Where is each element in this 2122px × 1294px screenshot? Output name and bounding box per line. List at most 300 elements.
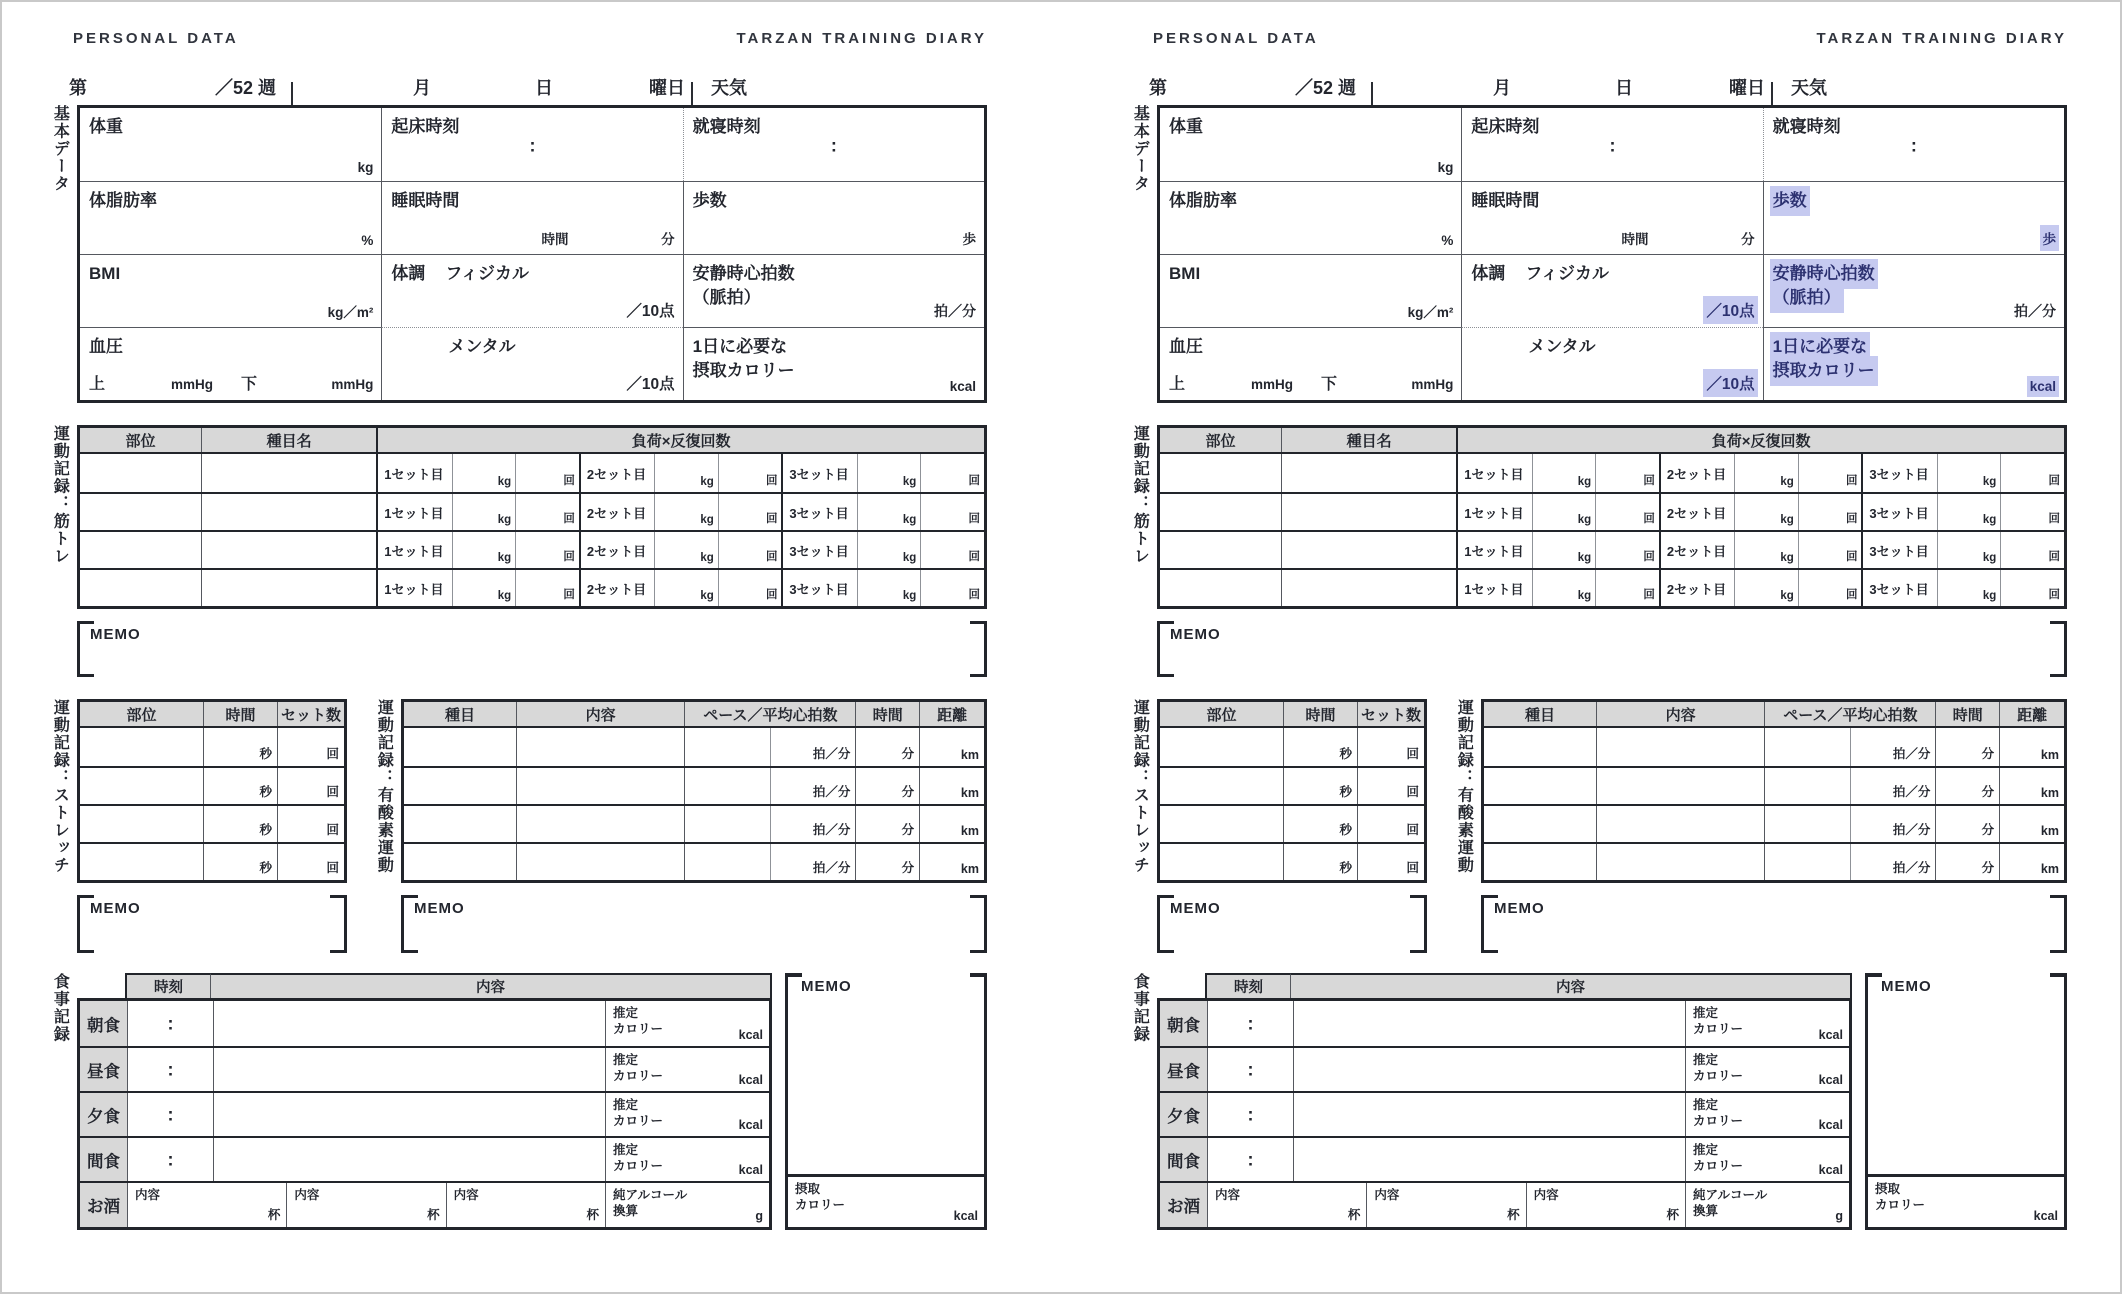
aerobic-row bbox=[404, 766, 984, 804]
bp-lower-unit: mmHg bbox=[1411, 377, 1454, 392]
sets-unit: 回 bbox=[326, 785, 339, 799]
reps-unit: 回 bbox=[1643, 475, 1655, 487]
intake-calorie-box bbox=[785, 1174, 987, 1230]
muscle-row bbox=[1160, 530, 2064, 568]
wake-time-cell bbox=[381, 108, 682, 181]
muscle-exercise-cell bbox=[1282, 454, 1458, 492]
estimated-label-line1: 推定 bbox=[1693, 1006, 1719, 1020]
set-weight-cell bbox=[858, 532, 921, 568]
stretch-sets-cell bbox=[1358, 844, 1424, 880]
kg-unit: kg bbox=[497, 476, 512, 488]
meal-time-cell bbox=[1208, 1048, 1294, 1091]
sleep-time-cell bbox=[381, 181, 682, 254]
blood-pressure-label: 血圧 bbox=[89, 337, 123, 356]
stretch-table bbox=[77, 699, 347, 883]
meal-time-cell bbox=[128, 1093, 214, 1136]
aerobic-row bbox=[1484, 804, 2064, 842]
stretch-time-cell bbox=[204, 844, 278, 880]
set-reps-cell bbox=[920, 494, 984, 530]
kcal-unit: kcal bbox=[1818, 1028, 1843, 1042]
set-weight-cell bbox=[1533, 532, 1596, 568]
meal-time-colon: : bbox=[1247, 1104, 1254, 1125]
set-label: 3セット目 bbox=[1863, 454, 1937, 492]
estimated-label-line1: 推定 bbox=[613, 1143, 639, 1157]
aerobic-distance-header: 距離 bbox=[937, 706, 968, 724]
set-weight-cell bbox=[655, 570, 718, 606]
set-reps-cell bbox=[718, 570, 782, 606]
set-label: 1セット目 bbox=[1458, 454, 1532, 492]
date-separator-tick bbox=[291, 82, 293, 107]
basic-data-section bbox=[1127, 105, 2067, 403]
bmi-label: BMI bbox=[89, 264, 121, 283]
meal-content-cell bbox=[1294, 1048, 1686, 1091]
meal-memo-box bbox=[785, 973, 987, 1230]
set-reps-cell bbox=[2000, 494, 2064, 530]
estimated-label-line2: カロリー bbox=[613, 1022, 664, 1037]
muscle-part-cell bbox=[80, 454, 202, 492]
stretch-time-cell bbox=[1284, 806, 1358, 842]
stretch-sets-cell bbox=[278, 728, 344, 766]
glasses-unit: 杯 bbox=[1666, 1208, 1679, 1222]
intake-label-line2: カロリー bbox=[1875, 1198, 1926, 1213]
bodyfat-cell bbox=[1160, 181, 1461, 254]
estimated-calorie-cell bbox=[1686, 1048, 1849, 1091]
kg-unit: kg bbox=[1577, 514, 1592, 526]
daily-calorie-line1: 1日に必要な bbox=[692, 337, 788, 356]
set-label: 1セット目 bbox=[378, 494, 452, 530]
alcohol-content-label: 内容 bbox=[1533, 1188, 1559, 1202]
set-weight-cell bbox=[1735, 532, 1798, 568]
bpm-unit: 拍／分 bbox=[812, 747, 851, 761]
glasses-unit: 杯 bbox=[1347, 1208, 1361, 1222]
stretch-time-cell bbox=[1284, 844, 1358, 880]
stretch-memo-box bbox=[77, 895, 347, 953]
estimated-label-line2: カロリー bbox=[613, 1159, 664, 1174]
km-unit: km bbox=[960, 862, 979, 876]
meal-time-colon: : bbox=[1247, 1149, 1254, 1170]
minutes-unit: 分 bbox=[901, 747, 915, 761]
kg-unit: kg bbox=[1577, 476, 1592, 488]
set-label: 2セット目 bbox=[581, 570, 655, 606]
meal-label: 夕食 bbox=[1160, 1093, 1208, 1136]
diary-page bbox=[47, 2, 987, 1292]
bed-time-cell bbox=[1763, 108, 2064, 181]
weather-separator-tick bbox=[691, 82, 693, 107]
estimated-label-line2: カロリー bbox=[613, 1069, 664, 1084]
kg-unit: kg bbox=[1982, 590, 1997, 602]
meal-content-cell bbox=[214, 1001, 606, 1046]
daily-calorie-line1: 1日に必要な bbox=[1773, 335, 1867, 359]
aerobic-time-header: 時間 bbox=[856, 702, 920, 726]
stretch-memo-label: MEMO bbox=[90, 900, 141, 917]
physical-score: ／10点 bbox=[626, 303, 675, 320]
kcal-unit: kcal bbox=[1818, 1163, 1843, 1177]
meal-row bbox=[80, 1046, 769, 1091]
set-label: 3セット目 bbox=[1863, 532, 1937, 568]
kg-unit: kg bbox=[902, 552, 917, 564]
page-header bbox=[1127, 30, 2067, 50]
estimated-calorie-cell bbox=[1686, 1138, 1849, 1181]
pace-value-cell bbox=[1765, 806, 1850, 842]
aerobic-time-cell bbox=[856, 844, 920, 880]
stretch-row bbox=[80, 804, 344, 842]
aerobic-distance-cell bbox=[2000, 768, 2064, 804]
set-label: 3セット目 bbox=[783, 532, 857, 568]
weight-cell bbox=[80, 108, 381, 181]
stretch-aerobic-row bbox=[47, 699, 987, 953]
aerobic-type-cell bbox=[404, 806, 517, 842]
stretch-section bbox=[1127, 699, 1427, 953]
alcohol-content-label: 内容 bbox=[1215, 1188, 1241, 1202]
estimated-label-line1: 推定 bbox=[1693, 1098, 1719, 1112]
aerobic-pace-cell bbox=[685, 768, 856, 804]
set-group bbox=[1458, 454, 1659, 492]
alcohol-content-label: 内容 bbox=[294, 1188, 320, 1202]
aerobic-pace-cell bbox=[1765, 844, 1936, 880]
stretch-time-header: 時間 bbox=[1284, 702, 1358, 726]
set-label: 1セット目 bbox=[378, 570, 452, 606]
meal-label: 昼食 bbox=[80, 1048, 128, 1091]
pure-alcohol-label-line1: 純アルコール bbox=[612, 1188, 688, 1202]
heart-rate-cell bbox=[770, 806, 856, 842]
meal-label: 朝食 bbox=[1160, 1001, 1208, 1046]
kg-unit: kg bbox=[902, 514, 917, 526]
reps-unit: 回 bbox=[2048, 513, 2060, 525]
kg-unit: kg bbox=[1577, 590, 1592, 602]
sets-unit: 回 bbox=[1406, 861, 1419, 875]
estimated-calorie-cell bbox=[606, 1048, 769, 1091]
aerobic-detail-cell bbox=[1597, 806, 1765, 842]
aerobic-type-cell bbox=[404, 844, 517, 880]
meal-content-cell bbox=[1294, 1001, 1686, 1046]
meal-table-header bbox=[1157, 973, 1852, 998]
reps-unit: 回 bbox=[968, 475, 980, 487]
estimated-calorie-cell bbox=[606, 1093, 769, 1136]
pace-value-cell bbox=[685, 768, 770, 804]
aerobic-memo-label: MEMO bbox=[414, 900, 465, 917]
set-weight-cell bbox=[858, 454, 921, 492]
reps-unit: 回 bbox=[1845, 589, 1858, 601]
intake-label-line1: 摂取 bbox=[795, 1182, 821, 1196]
date-section bbox=[47, 74, 987, 105]
set-reps-cell bbox=[1595, 454, 1659, 492]
aerobic-row bbox=[1484, 728, 2064, 766]
muscle-rows bbox=[1160, 454, 2064, 606]
rhr-label-line1: 安静時心拍数 bbox=[1773, 262, 1875, 286]
pace-value-cell bbox=[685, 844, 770, 880]
blood-pressure-cell bbox=[1160, 327, 1461, 400]
set-weight-cell bbox=[1938, 570, 2001, 606]
reps-unit: 回 bbox=[968, 589, 980, 601]
sets-unit: 回 bbox=[326, 861, 339, 875]
stretch-part-cell bbox=[80, 806, 204, 842]
aerobic-row bbox=[404, 804, 984, 842]
kg-unit: kg bbox=[700, 552, 714, 564]
minutes-unit: 分 bbox=[1981, 861, 1995, 875]
weight-unit: kg bbox=[1437, 160, 1454, 175]
aerobic-time-cell bbox=[856, 728, 920, 766]
set-weight-cell bbox=[1938, 532, 2001, 568]
aerobic-type-header: 種目 bbox=[404, 702, 517, 726]
pace-value-cell bbox=[685, 806, 770, 842]
reps-unit: 回 bbox=[765, 589, 778, 601]
rhr-label-line2: （脈拍） bbox=[692, 287, 761, 307]
set-label: 3セット目 bbox=[783, 570, 857, 606]
meal-time-header: 時刻 bbox=[1205, 973, 1291, 998]
grams-unit: g bbox=[755, 1209, 763, 1223]
stretch-row bbox=[1160, 766, 1424, 804]
kcal-unit: kcal bbox=[738, 1163, 763, 1177]
set-label: 2セット目 bbox=[1661, 570, 1735, 606]
stretch-sets-cell bbox=[278, 844, 344, 880]
kcal-unit: kcal bbox=[738, 1118, 763, 1132]
set-reps-cell bbox=[718, 532, 782, 568]
reps-unit: 回 bbox=[2048, 589, 2060, 601]
meal-time-colon: : bbox=[167, 1059, 174, 1080]
rhr-unit: 拍／分 bbox=[2014, 303, 2056, 319]
estimated-label-line2: カロリー bbox=[1693, 1069, 1744, 1084]
stretch-table-header bbox=[80, 702, 344, 728]
stretch-rows bbox=[80, 728, 344, 880]
set-reps-cell bbox=[1595, 570, 1659, 606]
strength-table-header bbox=[1160, 428, 2064, 454]
meal-content-header: 内容 bbox=[211, 973, 772, 998]
set-group bbox=[579, 532, 782, 568]
pace-value-cell bbox=[1765, 768, 1850, 804]
muscle-exercise-cell bbox=[1282, 494, 1458, 530]
stretch-part-header: 部位 bbox=[80, 702, 204, 726]
bmi-label: BMI bbox=[1169, 264, 1201, 283]
muscle-part-cell bbox=[1160, 494, 1282, 530]
reps-unit: 回 bbox=[968, 551, 980, 563]
meal-label: 間食 bbox=[1160, 1138, 1208, 1181]
sets-unit: 回 bbox=[1406, 785, 1419, 799]
meal-row bbox=[80, 1136, 769, 1181]
bmi-cell bbox=[1160, 254, 1461, 327]
meal-time-colon: : bbox=[1247, 1013, 1254, 1034]
aerobic-detail-cell bbox=[1597, 768, 1765, 804]
seconds-unit: 秒 bbox=[259, 785, 272, 799]
weather-separator-tick bbox=[1771, 82, 1773, 107]
kg-unit: kg bbox=[497, 552, 512, 564]
meal-time-cell bbox=[128, 1138, 214, 1181]
meal-table bbox=[1157, 973, 1852, 1230]
aerobic-detail-cell bbox=[517, 844, 685, 880]
aerobic-section bbox=[371, 699, 987, 953]
stretch-part-cell bbox=[1160, 806, 1284, 842]
set-reps-cell bbox=[920, 532, 984, 568]
bed-time-cell bbox=[683, 108, 984, 181]
reps-unit: 回 bbox=[563, 513, 575, 525]
load-column-header: 負荷×反復回数 bbox=[631, 432, 731, 450]
set-reps-cell bbox=[1595, 532, 1659, 568]
stretch-aerobic-row bbox=[1127, 699, 2067, 953]
alcohol-content-cell bbox=[128, 1183, 287, 1227]
meal-section-label: 食事記録 bbox=[1131, 973, 1149, 1043]
personal-data-title: PERSONAL DATA bbox=[1153, 30, 1319, 47]
wake-time-cell bbox=[1461, 108, 1762, 181]
set-group bbox=[1458, 532, 1659, 568]
bp-lower-label: 下 bbox=[241, 376, 258, 393]
daily-calorie-unit: kcal bbox=[2029, 379, 2056, 394]
stretch-time-cell bbox=[204, 806, 278, 842]
estimated-label-line2: カロリー bbox=[613, 1114, 664, 1129]
set-reps-cell bbox=[718, 494, 782, 530]
set-label: 2セット目 bbox=[581, 454, 655, 492]
meal-section bbox=[47, 973, 987, 1230]
steps-unit: 歩 bbox=[2043, 228, 2057, 248]
aerobic-section-label: 運動記録：有酸素運動 bbox=[375, 699, 393, 874]
aerobic-distance-cell bbox=[2000, 728, 2064, 766]
estimated-label-line2: カロリー bbox=[1693, 1022, 1744, 1037]
set-weight-cell bbox=[858, 570, 921, 606]
kg-unit: kg bbox=[1780, 476, 1794, 488]
set-reps-cell bbox=[515, 570, 579, 606]
heart-rate-cell bbox=[770, 728, 856, 766]
mental-condition-cell bbox=[1461, 327, 1762, 400]
set-weight-cell bbox=[453, 570, 516, 606]
aerobic-time-cell bbox=[856, 806, 920, 842]
set-label: 1セット目 bbox=[378, 454, 452, 492]
stretch-time-cell bbox=[204, 768, 278, 804]
set-reps-cell bbox=[1798, 494, 1862, 530]
stretch-table bbox=[1157, 699, 1427, 883]
stretch-row bbox=[80, 728, 344, 766]
kcal-unit: kcal bbox=[738, 1073, 763, 1087]
kg-unit: kg bbox=[1982, 514, 1997, 526]
condition-mental-label: メンタル bbox=[448, 337, 516, 356]
meal-time-cell bbox=[128, 1048, 214, 1091]
km-unit: km bbox=[2040, 748, 2059, 762]
estimated-label-line2: カロリー bbox=[1693, 1114, 1744, 1129]
alcohol-content-cell bbox=[1208, 1183, 1367, 1227]
set-label: 1セット目 bbox=[1458, 532, 1532, 568]
strength-memo-box bbox=[1157, 621, 2067, 677]
meal-time-colon: : bbox=[167, 1149, 174, 1170]
pure-alcohol-label-line1: 純アルコール bbox=[1692, 1188, 1768, 1202]
basic-section-label: 基本データ bbox=[1131, 105, 1149, 193]
stretch-section-label: 運動記録：ストレッチ bbox=[1131, 699, 1149, 874]
kcal-unit: kcal bbox=[1818, 1073, 1843, 1087]
alcohol-row bbox=[80, 1181, 769, 1227]
set-weight-cell bbox=[1735, 570, 1798, 606]
estimated-label-line2: カロリー bbox=[1693, 1159, 1744, 1174]
condition-physical-label: フィジカル bbox=[1525, 264, 1609, 283]
muscle-row bbox=[80, 492, 984, 530]
set-group bbox=[781, 570, 984, 606]
weather-label: 天気 bbox=[711, 78, 747, 98]
heart-rate-cell bbox=[770, 768, 856, 804]
muscle-exercise-cell bbox=[202, 570, 378, 606]
meal-content-cell bbox=[1294, 1138, 1686, 1181]
muscle-row bbox=[80, 530, 984, 568]
meal-table bbox=[77, 973, 772, 1230]
aerobic-detail-cell bbox=[1597, 844, 1765, 880]
sets-unit: 回 bbox=[1406, 823, 1419, 837]
set-group bbox=[579, 454, 782, 492]
bodyfat-unit: % bbox=[1441, 233, 1454, 248]
steps-cell bbox=[683, 181, 984, 254]
aerobic-pace-cell bbox=[1765, 768, 1936, 804]
meal-row bbox=[1160, 1001, 1849, 1046]
meal-label: 夕食 bbox=[80, 1093, 128, 1136]
aerobic-memo-box bbox=[1481, 895, 2067, 953]
meal-content-cell bbox=[214, 1138, 606, 1181]
set-reps-cell bbox=[1798, 454, 1862, 492]
stretch-time-cell bbox=[1284, 768, 1358, 804]
bp-upper-unit: mmHg bbox=[1251, 377, 1294, 392]
blood-pressure-cell bbox=[80, 327, 381, 400]
aerobic-time-cell bbox=[1936, 768, 2000, 804]
muscle-exercise-cell bbox=[202, 454, 378, 492]
meal-label: 朝食 bbox=[80, 1001, 128, 1046]
stretch-section bbox=[47, 699, 347, 953]
minutes-unit: 分 bbox=[901, 861, 915, 875]
pure-alcohol-cell bbox=[1686, 1183, 1849, 1227]
kg-unit: kg bbox=[902, 476, 917, 488]
resting-heart-rate-cell bbox=[1763, 254, 2064, 327]
reps-unit: 回 bbox=[1845, 513, 1858, 525]
kg-unit: kg bbox=[700, 590, 714, 602]
seconds-unit: 秒 bbox=[1339, 785, 1352, 799]
aerobic-time-cell bbox=[1936, 844, 2000, 880]
set-label: 3セット目 bbox=[1863, 570, 1937, 606]
meal-section bbox=[1127, 973, 2067, 1230]
set-reps-cell bbox=[2000, 532, 2064, 568]
heart-rate-cell bbox=[1850, 844, 1936, 880]
aerobic-pace-cell bbox=[685, 806, 856, 842]
set-group bbox=[378, 494, 579, 530]
basic-data-table bbox=[1157, 105, 2067, 403]
strength-table bbox=[1157, 425, 2067, 609]
aerobic-detail-cell bbox=[1597, 728, 1765, 766]
daily-calorie-line2: 摂取カロリー bbox=[692, 360, 795, 380]
aerobic-memo-label: MEMO bbox=[1494, 900, 1545, 917]
alcohol-label: お酒 bbox=[80, 1183, 128, 1227]
muscle-exercise-cell bbox=[1282, 570, 1458, 606]
stretch-row bbox=[1160, 804, 1424, 842]
stretch-part-cell bbox=[1160, 844, 1284, 880]
set-group bbox=[1861, 494, 2064, 530]
kg-unit: kg bbox=[1780, 590, 1794, 602]
day-label: 日 bbox=[1615, 78, 1633, 98]
set-label: 1セット目 bbox=[1458, 494, 1532, 530]
km-unit: km bbox=[2040, 862, 2059, 876]
bed-time-colon: : bbox=[830, 135, 837, 156]
reps-unit: 回 bbox=[1845, 551, 1858, 563]
alcohol-row bbox=[1160, 1181, 1849, 1227]
set-reps-cell bbox=[515, 454, 579, 492]
kg-unit: kg bbox=[1780, 514, 1794, 526]
meal-time-colon: : bbox=[167, 1013, 174, 1034]
wake-time-colon: : bbox=[1609, 135, 1616, 156]
meal-time-colon: : bbox=[167, 1104, 174, 1125]
aerobic-time-cell bbox=[856, 768, 920, 804]
aerobic-row bbox=[1484, 842, 2064, 880]
muscle-row bbox=[1160, 568, 2064, 606]
muscle-part-cell bbox=[1160, 570, 1282, 606]
bmi-unit: kg／m² bbox=[1407, 305, 1454, 320]
aerobic-type-cell bbox=[1484, 728, 1597, 766]
kg-unit: kg bbox=[1982, 552, 1997, 564]
bmi-cell bbox=[80, 254, 381, 327]
alcohol-content-cell bbox=[1367, 1183, 1526, 1227]
estimated-label-line1: 推定 bbox=[613, 1053, 639, 1067]
set-label: 3セット目 bbox=[783, 494, 857, 530]
reps-unit: 回 bbox=[563, 475, 575, 487]
weight-unit: kg bbox=[357, 160, 374, 175]
set-group bbox=[1458, 494, 1659, 530]
